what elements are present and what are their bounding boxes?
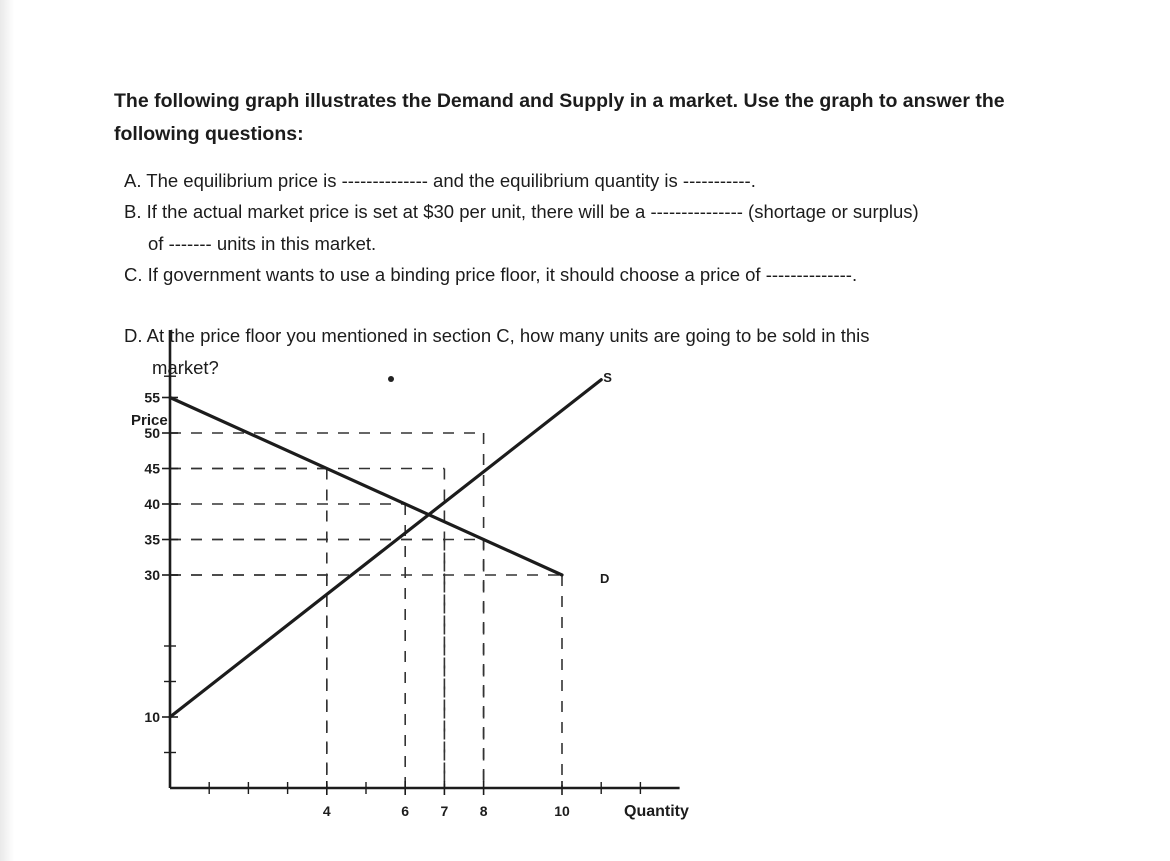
- y-tick-label-10: 10: [144, 709, 160, 725]
- supply-demand-chart: [0, 369, 760, 835]
- y-tick-label-55: 55: [144, 389, 160, 406]
- question-d: D. At the price floor you mentioned in section C, how many units are going to be sold in this: [124, 325, 870, 346]
- stray-mark: [388, 376, 394, 382]
- question-b-continued: of ------- units in this market.: [148, 233, 377, 254]
- y-tick-label-45: 45: [144, 460, 160, 477]
- question-d-continued: market?: [152, 357, 219, 378]
- x-tick-label-7: 7: [440, 803, 449, 819]
- y-tick-label-50: 50: [144, 425, 160, 441]
- x-tick-label-10: 10: [554, 803, 570, 819]
- y-tick-label-40: 40: [144, 496, 160, 512]
- s-curve-label: S: [603, 369, 612, 385]
- intro-text: The following graph illustrates the Demand and Supply in a market. Use the graph to answer the following questions:: [114, 90, 1005, 145]
- x-tick-label-6: 6: [401, 803, 410, 819]
- y-axis-title: Price: [131, 412, 168, 429]
- y-tick-label-30: 30: [144, 567, 160, 583]
- x-axis-title: Quantity: [624, 803, 689, 820]
- question-a: A. The equilibrium price is -------------- and the equilibrium quantity is -----------.: [124, 170, 756, 191]
- d-curve-label: D: [600, 571, 610, 586]
- x-tick-label-8: 8: [479, 803, 488, 819]
- question-b: B. If the actual market price is set at $30 per unit, there will be a --------------- (shortage or surplus): [124, 201, 919, 222]
- question-c: C. If government wants to use a binding price floor, it should choose a price of --------------.: [124, 264, 858, 285]
- curves: [170, 380, 601, 717]
- d-curve: [170, 398, 562, 576]
- s-curve: [170, 380, 601, 717]
- axes: [162, 330, 680, 795]
- axis-labels: [131, 370, 689, 820]
- x-tick-label-4: 4: [322, 803, 331, 819]
- y-tick-label-35: 35: [144, 531, 160, 548]
